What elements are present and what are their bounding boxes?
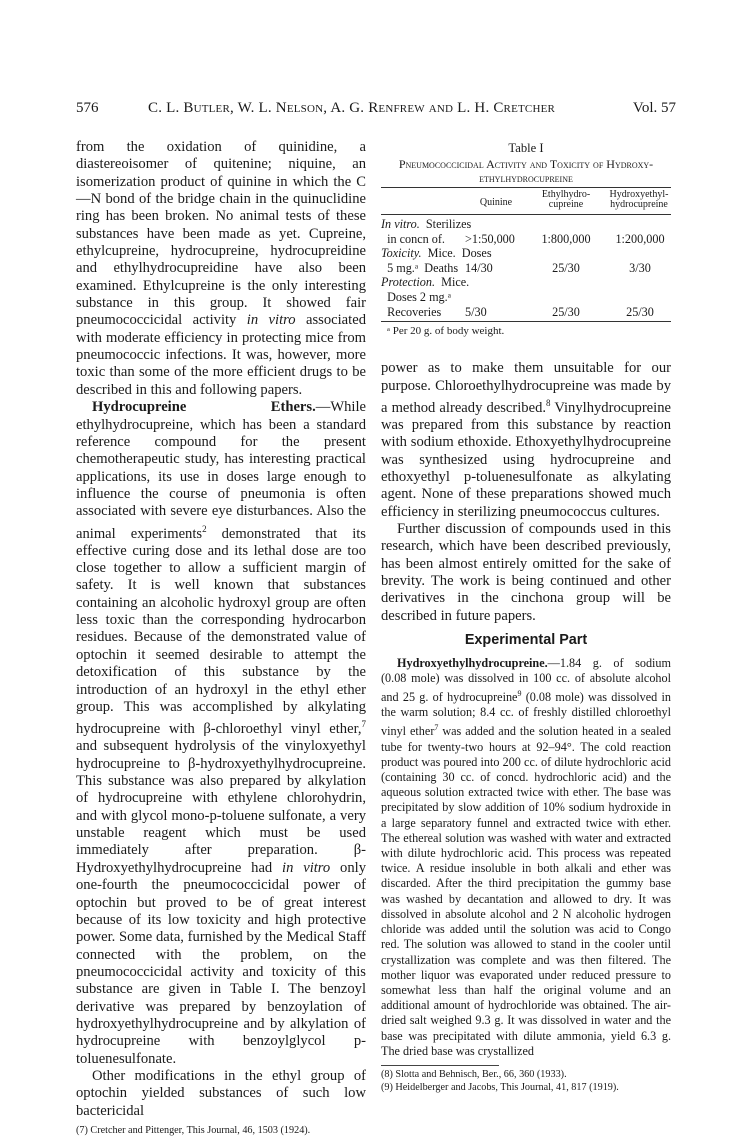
col-header-ethylhydrocupreine: Ethylhydro- cupreine [541, 189, 591, 210]
experimental-heading: Experimental Part [464, 632, 588, 649]
table-caption: Table I [508, 141, 544, 155]
table-row [381, 305, 671, 320]
table-row [381, 261, 671, 276]
table-row-label: Recoveries [381, 304, 442, 319]
paragraph-other-modifications: Other modifications in the ethyl group of optochin yielded substances of such low bactericidal [76, 1067, 366, 1119]
table-row [381, 275, 671, 290]
table-footnote: ᵃ Per 20 g. of body weight. [387, 325, 505, 338]
table-row [381, 217, 671, 232]
paragraph-power: power as to make them unsuitable for our purpose. Chloroethylhydrocupreine was made by a method already described.$^8$ Vinylhydrocupreine was prepared from this substance by reaction with sodium ethoxide. Ethoxyethylhydrocupreine was synthesized using hydrocupreine and ethoxyethyl p-toluenesulfonate as alkylating agent. None of these preparations showed much efficiency in sterilizing pneumococcus cultures. [381, 360, 671, 520]
table-cell: 1:800,000 [541, 231, 591, 246]
table-cell: 1:200,000 [615, 231, 665, 246]
paragraph-hydrocupreine-ethers: Hydrocupreine Ethers.—While ethylhydrocupreine, which has been a standard reference compound for the present chemotherapeutic study, has interesting practical applications, its use in doses large enough to influence the course of pneumonia is often associated with severe eye disturbances. Also the animal experiments$^2$ demonstrated that its effective curing dose and its lethal dose are too close together to allow a sufficient margin of safety. It is well known that substances containing an alcoholic hydroxyl group are often less toxic than the corresponding hydrocarbon residues. Because of the demonstrated value of optochin it seemed desirable to attempt the detoxification of this substance by the introduction of an hydroxyl in the ethyl ether group. This was accomplished by alkylating hydrocupreine with β-chloroethyl vinyl ether,$^7$ and subsequent hydrolysis of the vinyloxyethyl hydrocupreine to β-hydroxyethylhydrocupreine. This substance was also prepared by alkylation of hydrocupreine with ethylene chlorohydrin, and with glycol mono-p-toluene sulfonate, a very unstable reagent which must be used immediately after preparation. β-Hydroxyethylhydrocupreine had in vitro only one-fourth the pneumococcicidal power of optochin but proved to be of great interest because of its low toxicity and high protective power. Some data, furnished by the Medical Staff connected with the problem, on the pneumococcicidal activity and toxicity of this substance are given in Table I. The benzoyl derivative was prepared by benzoylation of hydroxyethylhydrocupreine and by alkylation of hydrocupreine with benzoylglycol p-toluenesulfonate. [76, 399, 366, 1067]
table-bottom-rule [381, 321, 671, 322]
footnote-8: (8) Slotta and Behnisch, Ber., 66, 360 (1933). [381, 1068, 567, 1080]
footnote-7: (7) Cretcher and Pittenger, This Journal, 46, 1503 (1924). [76, 1124, 311, 1136]
running-authors: C. L. Butler, W. L. Nelson, A. G. Renfrew and L. H. Cretcher [148, 100, 556, 116]
volume-label: Vol. 57 [632, 100, 676, 116]
paragraph-further-discussion: Further discussion of compounds used in this research, which have been described previously, has been almost entirely omitted for the sake of brevity. The work is being continued and other derivatives in the cinchona group will be described in future papers. [381, 521, 671, 624]
table-row-label: Protection. Mice. [381, 275, 470, 290]
footnote-9: (9) Heidelberger and Jacobs, This Journal, 41, 817 (1919). [381, 1081, 619, 1093]
table-body [381, 217, 671, 319]
table-row [381, 246, 671, 261]
section-run-in-heading: Hydrocupreine Ethers. [92, 399, 316, 416]
table-row-label: in concn of. [381, 231, 445, 246]
footnote-rule [381, 1065, 499, 1066]
table-top-rule [381, 187, 671, 188]
table-cell: 25/30 [552, 260, 580, 275]
col-header-hydroxyethylhydrocupreine: Hydroxyethyl- hydrocupreine [609, 189, 669, 210]
table-cell: >1:50,000 [465, 231, 515, 246]
table-row-label: 5 mg.ᵃ Deaths [381, 260, 459, 275]
paragraph-continuation: from the oxidation of quinidine, a diastereoisomer of quitenine; niquine, an isomerization product of quinine in which the C—N bond of the bridge chain in the quinuclidine ring has been broken. No animal tests of these substances have been made as yet. Cupreine, ethylcupreine, hydrocupreine, hydrocupreidine and ethylhydrocupreidine have also been examined. Ethylcupreine is the only interesting substance in this group. It showed fair pneumococcicidal activity in vitro associated with moderate efficiency in protecting mice from pneumococcic infections. It was, however, more toxic than some of the more efficient drugs to be described in this and following papers. [76, 139, 366, 398]
col-header-quinine: Quinine [479, 197, 513, 208]
running-header [76, 100, 676, 122]
table-row-label: Toxicity. Mice. Doses [381, 246, 492, 261]
table-1 [381, 141, 671, 338]
table-row [381, 232, 671, 247]
table-row-label: Doses 2 mg.ᵃ [381, 289, 452, 304]
table-header-rule [381, 214, 671, 215]
table-header-row [381, 190, 671, 212]
table-title: Pneumococcicidal Activity and Toxicity of Hydroxy- ethylhydrocupreine [398, 157, 654, 185]
table-row [381, 290, 671, 305]
table-cell: 5/30 [465, 304, 487, 319]
table-cell: 3/30 [629, 260, 651, 275]
right-column [381, 139, 671, 1094]
table-cell: 14/30 [465, 260, 493, 275]
table-row-label: In vitro. Sterilizes [381, 217, 472, 231]
table-cell: 25/30 [552, 304, 580, 319]
table-cell: 25/30 [626, 304, 654, 319]
paragraph-experimental: Hydroxyethylhydrocupreine.—1.84 g. of sodium (0.08 mole) was dissolved in 100 cc. of absolute alcohol and 25 g. of hydrocupreine$^9$ (0.08 mole) was dissolved in the warm solution; 8.4 cc. of freshly distilled chloroethyl vinyl ether$^7$ was added and the solution heated in a sealed tube for twenty-two hours at 92–94°. The cold reaction product was poured into 200 cc. of dilute hydrochloric acid (containing 30 cc. of concd. hydrochloric acid) and the aqueous solution extracted twice with ether. The base was precipitated by slow addition of 10% sodium hydroxide in a large separatory funnel and extracted twice with ether. The ethereal solution was washed with water and extracted with dilute hydrochloric acid. This process was repeated twice. A residue insoluble in both alkali and ether was discarded. After the third precipitation the gummy base was washed by decantation and allowed to dry. It was dissolved in absolute alcohol and 2 N alcoholic hydrogen chloride was added until the solution was acid to Congo red. The solution was allowed to stand in the cooler until crystallization was complete and was then filtered. The mother liquor was evaporated under reduced pressure to somewhat less than half the original volume and an additional amount of hydrochloride was obtained. The air-dried salt weighed 9.3 g. It was dissolved in water and the base was precipitated with dilute ammonia, yield 6.3 g. The dried base was crystallized [381, 655, 672, 1058]
page-number: 576 [76, 100, 99, 116]
left-column [76, 139, 366, 1137]
